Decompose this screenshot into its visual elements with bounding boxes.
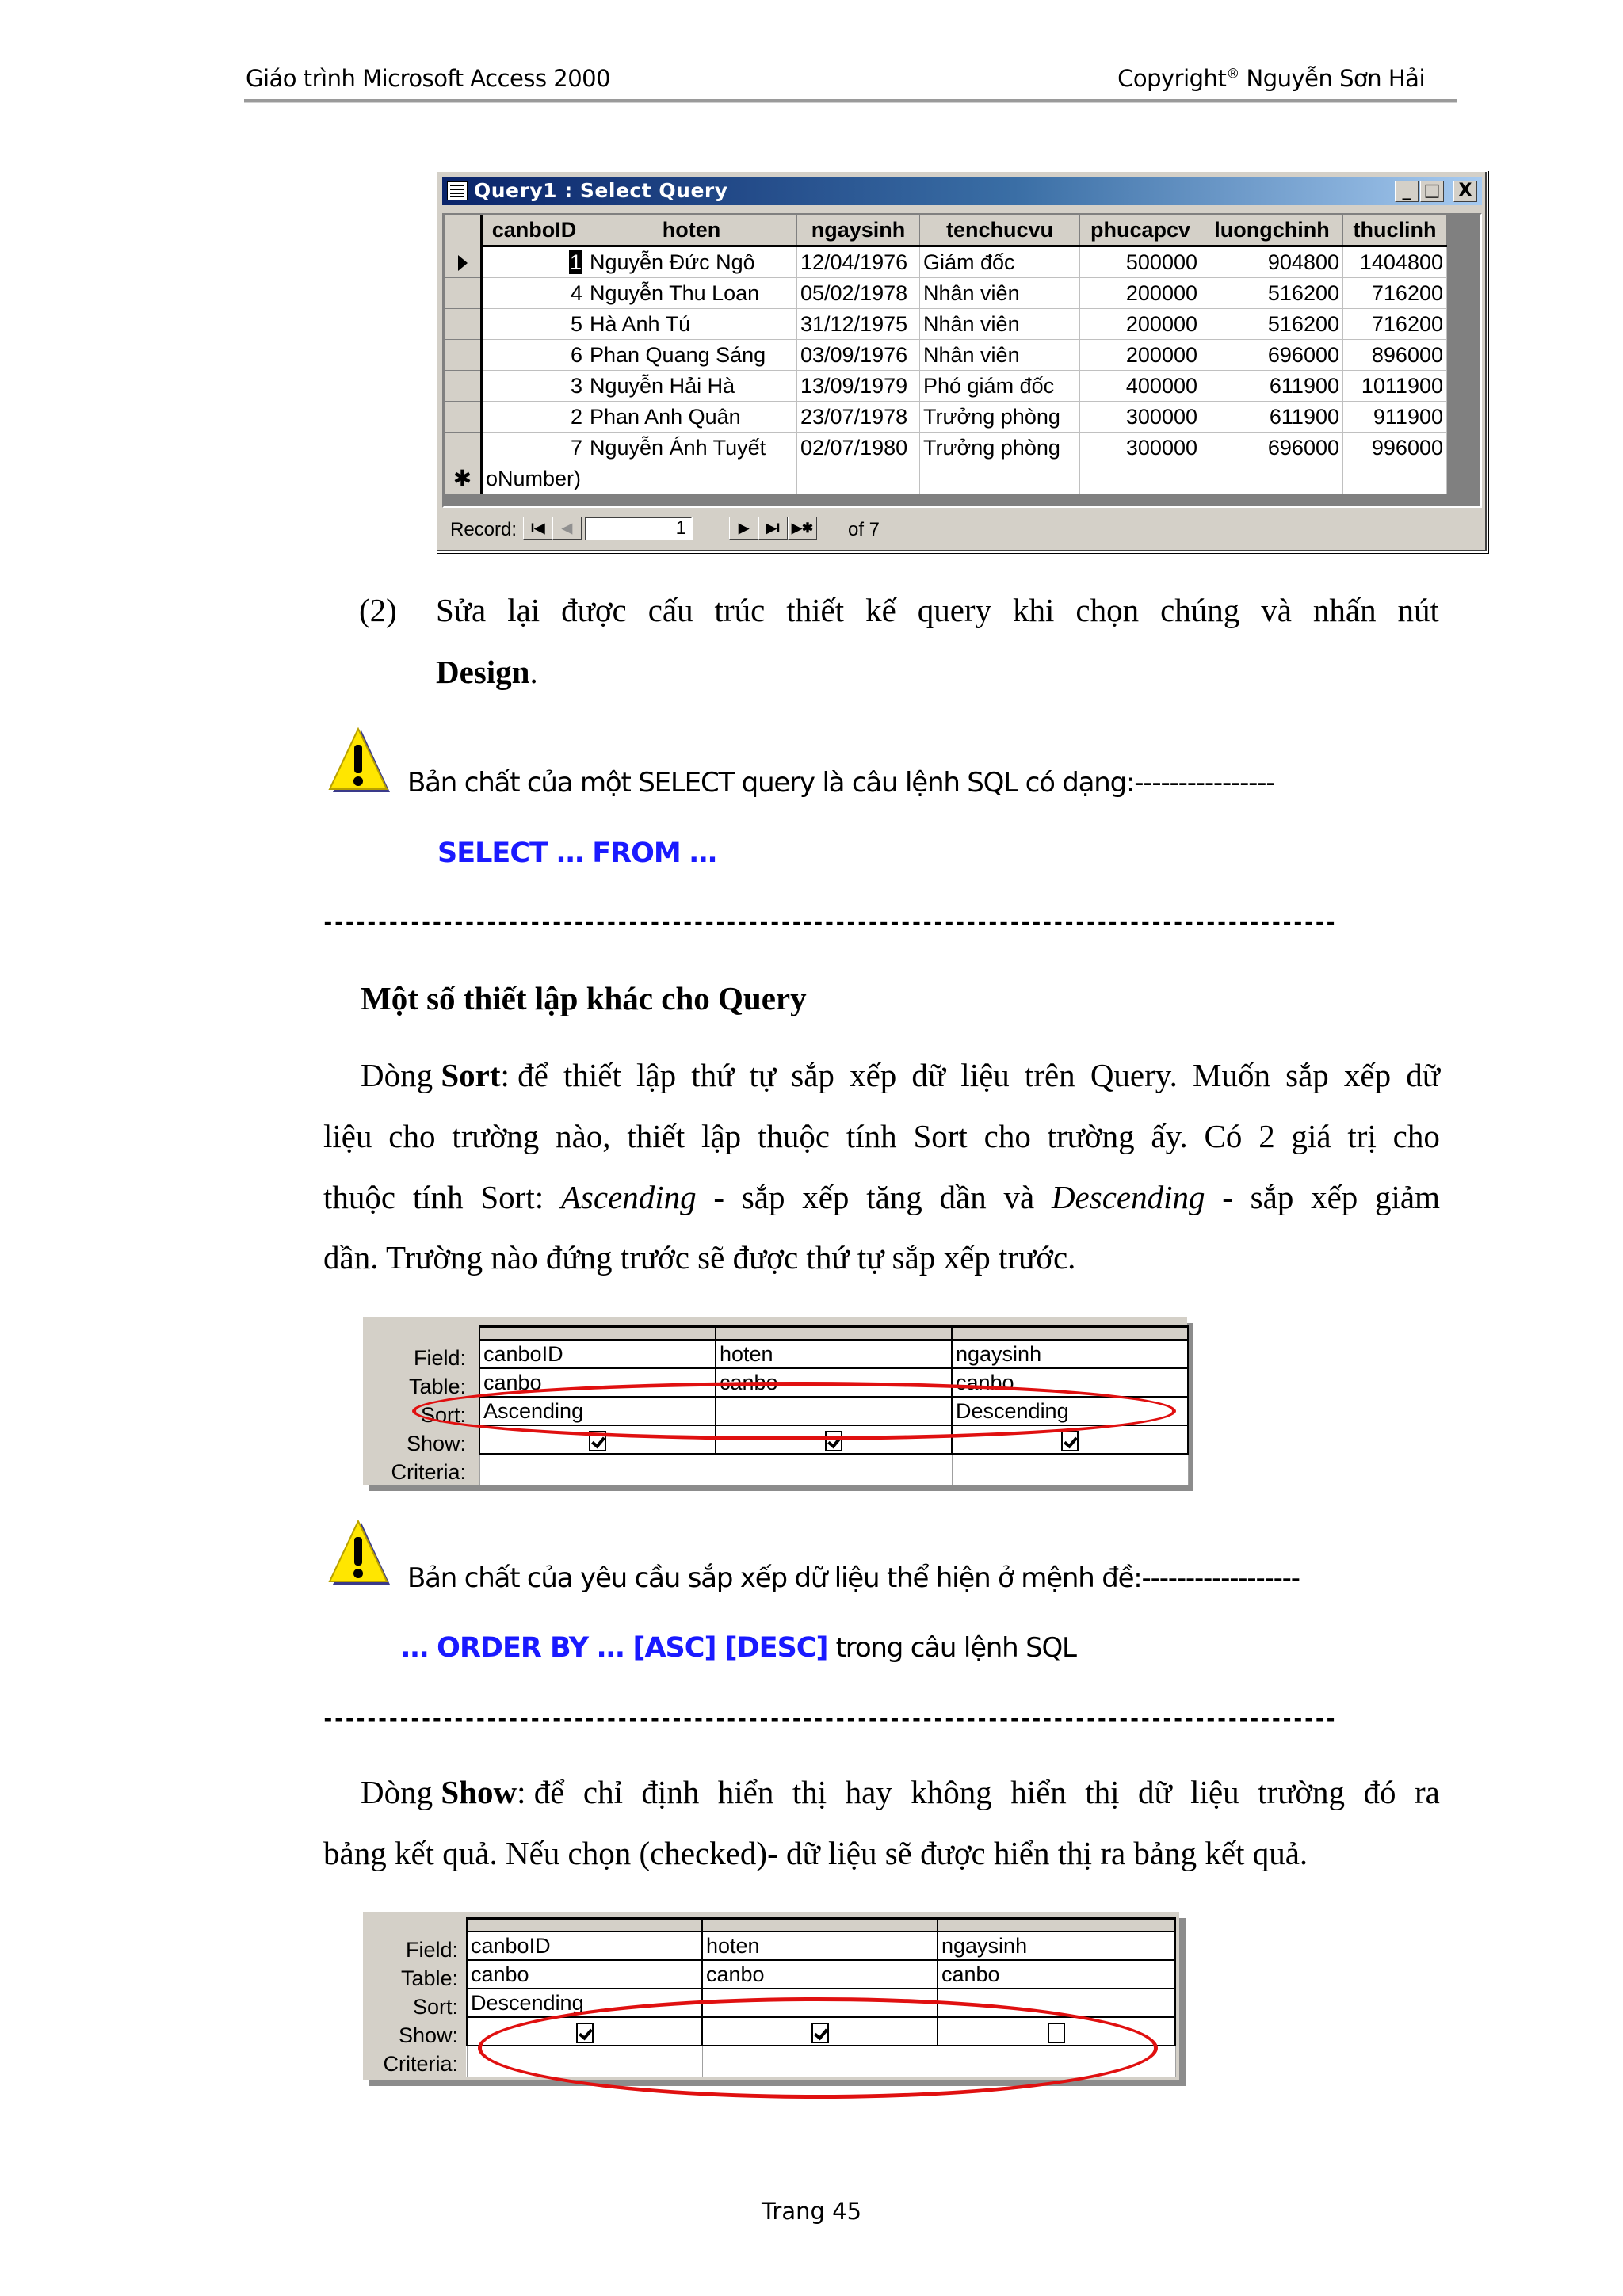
cell-luongchinh[interactable]: 516200 bbox=[1201, 309, 1343, 340]
column-header-hoten[interactable]: hoten bbox=[586, 215, 797, 246]
text-run bbox=[361, 1056, 548, 1094]
word: kế bbox=[865, 592, 896, 628]
word: thuộc bbox=[757, 1118, 831, 1154]
row-labels bbox=[363, 1936, 466, 2078]
word: 2 bbox=[1258, 1118, 1275, 1154]
column-selector-row bbox=[479, 1326, 1188, 1340]
word: thứ bbox=[691, 1057, 735, 1093]
cell-luongchinh[interactable]: 904800 bbox=[1201, 246, 1343, 278]
cell-thuclinh[interactable]: 716200 bbox=[1343, 309, 1447, 340]
word: sắp bbox=[1285, 1057, 1329, 1093]
cell-phucapcv[interactable]: 300000 bbox=[1080, 433, 1201, 463]
table-row[interactable] bbox=[445, 309, 1447, 340]
sort-cell[interactable]: Ascending bbox=[479, 1397, 716, 1425]
cell-ngaysinh-new[interactable] bbox=[797, 463, 920, 494]
text-run: - sắp xếp giảm bbox=[1205, 1179, 1440, 1215]
sort-cell[interactable] bbox=[938, 1989, 1175, 2017]
sort-para-line3 bbox=[323, 1178, 1440, 1216]
show-checkbox[interactable] bbox=[576, 2023, 594, 2043]
row-selector[interactable] bbox=[445, 402, 482, 433]
sort-para-line1 bbox=[361, 1056, 1440, 1094]
column-selector[interactable] bbox=[938, 1918, 1175, 1932]
row-selector[interactable] bbox=[445, 309, 482, 340]
column-header-tenchucvu[interactable]: tenchucvu bbox=[920, 215, 1080, 246]
cell-phucapcv[interactable]: 300000 bbox=[1080, 402, 1201, 433]
word: : để bbox=[517, 1774, 565, 1810]
cell-phucapcv[interactable]: 200000 bbox=[1080, 278, 1201, 309]
word: query bbox=[917, 592, 992, 628]
new-record-button[interactable]: ▶✱ bbox=[788, 517, 817, 540]
step2-line1 bbox=[436, 591, 1439, 629]
word: đó bbox=[1363, 1774, 1396, 1810]
word: nào, bbox=[556, 1118, 611, 1154]
cell-hoten[interactable]: Nguyễn Thu Loan bbox=[586, 278, 797, 309]
criteria-cell[interactable] bbox=[716, 1454, 952, 1485]
cell-phucapcv[interactable]: 200000 bbox=[1080, 309, 1201, 340]
table-cell[interactable]: canbo bbox=[467, 1960, 702, 1989]
column-selector-row bbox=[467, 1918, 1175, 1932]
column-header-phucapcv[interactable]: phucapcv bbox=[1080, 215, 1201, 246]
cell-luongchinh[interactable]: 516200 bbox=[1201, 278, 1343, 309]
word: dữ bbox=[1137, 1774, 1172, 1810]
sort-keyword: Sort bbox=[441, 1057, 501, 1093]
word: trên bbox=[1024, 1057, 1075, 1093]
cell-luongchinh-new[interactable] bbox=[1201, 463, 1343, 494]
section-heading: Một số thiết lập khác cho Query bbox=[361, 980, 807, 1016]
text-run bbox=[361, 1773, 564, 1811]
header-copyright bbox=[1117, 65, 1425, 92]
record-count: of 7 bbox=[848, 519, 880, 540]
cell-tenchucvu-new[interactable] bbox=[920, 463, 1080, 494]
sort-para-line4: dần. Trường nào đứng trước sẽ được thứ tự sắp xếp trước. bbox=[323, 1239, 1076, 1276]
word: liệu bbox=[960, 1057, 1010, 1093]
row-selector[interactable] bbox=[445, 371, 482, 402]
word: sắp bbox=[791, 1057, 834, 1093]
datasheet-grid bbox=[442, 213, 1482, 508]
note2-code-line bbox=[401, 1632, 1076, 1664]
row-labels bbox=[363, 1344, 474, 1486]
word: Muốn bbox=[1193, 1057, 1270, 1093]
cell-phucapcv[interactable]: 200000 bbox=[1080, 340, 1201, 371]
field-cell[interactable]: hoten bbox=[716, 1340, 952, 1368]
word: thiết bbox=[563, 1057, 621, 1093]
column-header-thuclinh[interactable]: thuclinh bbox=[1343, 215, 1447, 246]
word: giá bbox=[1291, 1118, 1331, 1154]
text-run: - sắp xếp tăng dần và bbox=[696, 1179, 1052, 1215]
cell-tenchucvu[interactable]: Trưởng phòng bbox=[920, 402, 1080, 433]
table-cell[interactable]: canbo bbox=[938, 1960, 1175, 1989]
label-sort: Sort: bbox=[412, 1995, 458, 2019]
sort-row bbox=[479, 1397, 1188, 1425]
cell-canboID[interactable]: 5 bbox=[482, 309, 586, 340]
criteria-cell[interactable] bbox=[702, 2046, 938, 2077]
table-cell[interactable]: canbo bbox=[952, 1368, 1188, 1397]
note1-separator: --------------------------------------------------------------------------------------------- bbox=[322, 911, 1336, 935]
cell-luongchinh[interactable]: 611900 bbox=[1201, 402, 1343, 433]
table-row[interactable] bbox=[445, 371, 1447, 402]
record-label: Record: bbox=[450, 519, 517, 540]
show-checkbox[interactable] bbox=[1061, 1431, 1079, 1451]
column-header-ngaysinh[interactable]: ngaysinh bbox=[797, 215, 920, 246]
field-row bbox=[479, 1340, 1188, 1368]
label-criteria: Criteria: bbox=[383, 2052, 458, 2076]
word: cho bbox=[388, 1118, 436, 1154]
word: cho bbox=[983, 1118, 1031, 1154]
word: hiển bbox=[1010, 1774, 1067, 1810]
cell-thuclinh-new[interactable] bbox=[1343, 463, 1447, 494]
text-run: Dòng bbox=[361, 1774, 441, 1810]
show-cell bbox=[479, 1425, 716, 1454]
cell-thuclinh[interactable]: 896000 bbox=[1343, 340, 1447, 371]
warning-icon bbox=[327, 727, 391, 799]
next-record-button[interactable]: ▶ bbox=[729, 517, 758, 540]
cell-canboID[interactable] bbox=[482, 246, 586, 278]
criteria-cell[interactable] bbox=[938, 2046, 1175, 2077]
show-cell bbox=[716, 1425, 952, 1454]
minimize-button[interactable]: _ bbox=[1395, 181, 1419, 202]
cell-ngaysinh[interactable]: 31/12/1975 bbox=[797, 309, 920, 340]
new-record-icon: ✱ bbox=[453, 465, 472, 490]
field-row bbox=[467, 1932, 1175, 1960]
word: : để bbox=[500, 1057, 548, 1093]
word: hay bbox=[845, 1774, 892, 1810]
step2-line2 bbox=[436, 653, 538, 691]
note2-sql-code: … ORDER BY … [ASC] [DESC] bbox=[401, 1632, 828, 1664]
window-title: Query1 : Select Query bbox=[474, 179, 728, 202]
step-number: (2) bbox=[359, 592, 397, 628]
column-header-row bbox=[445, 215, 1447, 246]
word: được bbox=[561, 592, 627, 628]
text-run: Dòng bbox=[361, 1057, 441, 1093]
label-field: Field: bbox=[405, 1938, 458, 1962]
close-button[interactable]: X bbox=[1453, 181, 1477, 202]
cell-canboID[interactable]: 3 bbox=[482, 371, 586, 402]
sort-cell[interactable] bbox=[716, 1397, 952, 1425]
criteria-row bbox=[467, 2046, 1175, 2077]
word: nút bbox=[1397, 592, 1439, 628]
word: chỉ bbox=[582, 1774, 623, 1810]
cell-thuclinh[interactable]: 716200 bbox=[1343, 278, 1447, 309]
text-run: thuộc tính Sort: bbox=[323, 1179, 561, 1215]
cell-thuclinh[interactable]: 911900 bbox=[1343, 402, 1447, 433]
criteria-row bbox=[479, 1454, 1188, 1485]
sort-cell[interactable] bbox=[702, 1989, 938, 2017]
ascending-term: Ascending bbox=[560, 1179, 697, 1215]
first-record-button[interactable]: I◀ bbox=[523, 517, 552, 540]
word: tính bbox=[846, 1118, 897, 1154]
datasheet-table bbox=[444, 215, 1447, 494]
word: thiết bbox=[627, 1118, 685, 1154]
label-field: Field: bbox=[413, 1346, 466, 1370]
registered-mark: ® bbox=[1226, 66, 1239, 82]
note1-sql-code: SELECT … FROM … bbox=[437, 837, 716, 869]
cell-tenchucvu[interactable]: Nhân viên bbox=[920, 309, 1080, 340]
new-record-row[interactable] bbox=[445, 463, 1447, 494]
word: Query. bbox=[1090, 1057, 1178, 1093]
header-title: Giáo trình Microsoft Access 2000 bbox=[246, 65, 611, 92]
cell-hoten[interactable]: Nguyễn Ánh Tuyết bbox=[586, 433, 797, 463]
table-row bbox=[479, 1368, 1188, 1397]
cell-hoten-new[interactable] bbox=[586, 463, 797, 494]
cell-thuclinh[interactable]: 1404800 bbox=[1343, 246, 1447, 278]
table-row[interactable] bbox=[445, 340, 1447, 371]
table-row[interactable] bbox=[445, 433, 1447, 463]
cell-hoten[interactable]: Nguyễn Hải Hà bbox=[586, 371, 797, 402]
cell-canboID-value: 1 bbox=[569, 250, 582, 274]
word: liệu bbox=[323, 1118, 372, 1154]
word: dữ bbox=[911, 1057, 946, 1093]
copyright-label: Copyright bbox=[1117, 65, 1227, 92]
column-selector[interactable] bbox=[716, 1326, 952, 1340]
show-cell bbox=[467, 2017, 702, 2046]
word: chọn bbox=[1075, 592, 1140, 628]
table-cell[interactable]: canbo bbox=[702, 1960, 938, 1989]
design-keyword: Design bbox=[436, 654, 530, 690]
field-cell[interactable]: canboID bbox=[467, 1932, 702, 1960]
column-header-canboID[interactable]: canboID bbox=[482, 215, 586, 246]
criteria-cell[interactable] bbox=[952, 1454, 1188, 1485]
word: Sort bbox=[913, 1118, 968, 1154]
cell-hoten[interactable]: Hà Anh Tú bbox=[586, 309, 797, 340]
show-checkbox[interactable] bbox=[812, 2023, 829, 2043]
note1-text: Bản chất của một SELECT query là câu lệnh SQL có dạng:---------------- bbox=[407, 767, 1275, 799]
sort-para-line2 bbox=[323, 1117, 1440, 1155]
record-navigator bbox=[444, 514, 1474, 543]
period: . bbox=[529, 654, 538, 690]
show-keyword: Show bbox=[441, 1774, 517, 1810]
author-name: Nguyễn Sơn Hải bbox=[1239, 65, 1425, 92]
design-grid-sort bbox=[363, 1317, 1187, 1485]
cell-canboID[interactable]: 7 bbox=[482, 433, 586, 463]
previous-record-button[interactable]: ◀ bbox=[552, 517, 582, 540]
cell-tenchucvu[interactable]: Phó giám đốc bbox=[920, 371, 1080, 402]
word: trường bbox=[1258, 1774, 1346, 1810]
word: xếp bbox=[1343, 1057, 1392, 1093]
table-row[interactable] bbox=[445, 402, 1447, 433]
sort-cell[interactable]: Descending bbox=[467, 1989, 702, 2017]
word: lập bbox=[636, 1057, 677, 1093]
cell-hoten[interactable]: Nguyễn Đức Ngô bbox=[586, 246, 797, 278]
label-show: Show: bbox=[398, 2023, 458, 2047]
word: hiển bbox=[717, 1774, 774, 1810]
word: cấu bbox=[647, 592, 693, 628]
table-row bbox=[467, 1960, 1175, 1989]
sort-cell[interactable]: Descending bbox=[952, 1397, 1188, 1425]
cell-phucapcv-new[interactable] bbox=[1080, 463, 1201, 494]
word: trường bbox=[452, 1118, 540, 1154]
row-selector[interactable] bbox=[445, 340, 482, 371]
query-window bbox=[436, 170, 1488, 553]
cell-thuclinh[interactable]: 1011900 bbox=[1343, 371, 1447, 402]
table-cell[interactable]: canbo bbox=[716, 1368, 952, 1397]
cell-ngaysinh[interactable]: 02/07/1980 bbox=[797, 433, 920, 463]
select-all-corner[interactable] bbox=[445, 215, 482, 246]
word: Sửa bbox=[436, 592, 487, 628]
criteria-cell[interactable] bbox=[479, 1454, 716, 1485]
show-checkbox-unchecked[interactable] bbox=[1048, 2023, 1065, 2043]
cell-hoten[interactable]: Phan Anh Quân bbox=[586, 402, 797, 433]
cell-ngaysinh[interactable]: 13/09/1979 bbox=[797, 371, 920, 402]
word: nhấn bbox=[1312, 592, 1377, 628]
word: Có bbox=[1204, 1118, 1243, 1154]
cell-tenchucvu[interactable]: Nhân viên bbox=[920, 278, 1080, 309]
column-selector[interactable] bbox=[952, 1326, 1188, 1340]
field-cell[interactable]: canboID bbox=[479, 1340, 716, 1368]
word: thị bbox=[792, 1774, 827, 1810]
word: dữ bbox=[1406, 1057, 1440, 1093]
label-sort: Sort: bbox=[420, 1403, 466, 1427]
show-para-line1 bbox=[361, 1773, 1440, 1811]
design-grid-show bbox=[363, 1912, 1179, 2080]
field-cell[interactable]: hoten bbox=[702, 1932, 938, 1960]
descending-term: Descending bbox=[1051, 1179, 1205, 1215]
warning-icon bbox=[327, 1520, 391, 1591]
cell-luongchinh[interactable]: 696000 bbox=[1201, 340, 1343, 371]
word: trị bbox=[1347, 1118, 1377, 1154]
maximize-button[interactable]: □ bbox=[1420, 181, 1444, 202]
word: trường bbox=[1047, 1118, 1135, 1154]
cell-canboID[interactable]: 2 bbox=[482, 402, 586, 433]
word: chúng bbox=[1160, 592, 1240, 628]
show-row bbox=[479, 1425, 1188, 1454]
cell-phucapcv[interactable]: 500000 bbox=[1080, 246, 1201, 278]
show-row bbox=[467, 2017, 1175, 2046]
word: định bbox=[641, 1774, 700, 1810]
show-checkbox[interactable] bbox=[825, 1431, 842, 1451]
current-record-icon bbox=[458, 255, 468, 271]
last-record-button[interactable]: ▶I bbox=[758, 517, 788, 540]
field-cell[interactable]: ngaysinh bbox=[938, 1932, 1175, 1960]
row-selector[interactable] bbox=[445, 278, 482, 309]
row-selector-new[interactable] bbox=[445, 463, 482, 494]
show-cell bbox=[952, 1425, 1188, 1454]
cell-tenchucvu[interactable]: Nhân viên bbox=[920, 340, 1080, 371]
cell-thuclinh[interactable]: 996000 bbox=[1343, 433, 1447, 463]
word: ra bbox=[1414, 1774, 1440, 1810]
word: trúc bbox=[714, 592, 766, 628]
field-cell[interactable]: ngaysinh bbox=[952, 1340, 1188, 1368]
show-checkbox[interactable] bbox=[589, 1431, 606, 1451]
table-cell[interactable]: canbo bbox=[479, 1368, 716, 1397]
cell-luongchinh[interactable]: 611900 bbox=[1201, 371, 1343, 402]
row-selector-current[interactable] bbox=[445, 246, 482, 278]
word: liệu bbox=[1190, 1774, 1239, 1810]
header-rule bbox=[244, 99, 1457, 103]
word: khi bbox=[1013, 592, 1055, 628]
cell-tenchucvu[interactable]: Giám đốc bbox=[920, 246, 1080, 278]
column-selector[interactable] bbox=[467, 1918, 702, 1932]
cell-canboID[interactable]: 4 bbox=[482, 278, 586, 309]
page-number: Trang 45 bbox=[761, 2198, 862, 2225]
window-title-bar[interactable] bbox=[442, 177, 1482, 205]
cell-ngaysinh[interactable]: 23/07/1978 bbox=[797, 402, 920, 433]
show-para-line2: bảng kết quả. Nếu chọn (checked)- dữ liệu sẽ được hiển thị ra bảng kết quả. bbox=[323, 1835, 1308, 1871]
show-cell bbox=[938, 2017, 1175, 2046]
word: lại bbox=[507, 592, 540, 628]
cell-ngaysinh[interactable]: 03/09/1976 bbox=[797, 340, 920, 371]
word: thị bbox=[1085, 1774, 1120, 1810]
row-selector[interactable] bbox=[445, 433, 482, 463]
column-header-luongchinh[interactable]: luongchinh bbox=[1201, 215, 1343, 246]
show-cell bbox=[702, 2017, 938, 2046]
word: xếp bbox=[850, 1057, 897, 1093]
word: tự bbox=[749, 1057, 777, 1093]
note2-code-tail: trong câu lệnh SQL bbox=[835, 1632, 1076, 1664]
word: ấy. bbox=[1151, 1118, 1188, 1154]
note2-separator: --------------------------------------------------------------------------------------------- bbox=[322, 1707, 1336, 1731]
word: thiết bbox=[786, 592, 845, 628]
table-row[interactable] bbox=[445, 246, 1447, 278]
label-table: Table: bbox=[408, 1375, 466, 1398]
sort-row bbox=[467, 1989, 1175, 2017]
record-number-input[interactable]: 1 bbox=[585, 517, 693, 540]
word: lập bbox=[701, 1118, 742, 1154]
cell-canboID[interactable]: 6 bbox=[482, 340, 586, 371]
cell-tenchucvu[interactable]: Trưởng phòng bbox=[920, 433, 1080, 463]
table-row[interactable] bbox=[445, 278, 1447, 309]
word: không bbox=[911, 1774, 992, 1810]
label-show: Show: bbox=[406, 1432, 466, 1455]
label-table: Table: bbox=[400, 1966, 458, 1990]
column-selector[interactable] bbox=[479, 1326, 716, 1340]
word: và bbox=[1261, 592, 1292, 628]
cell-ngaysinh[interactable]: 05/02/1978 bbox=[797, 278, 920, 309]
design-grid-table bbox=[479, 1325, 1189, 1485]
column-selector[interactable] bbox=[702, 1918, 938, 1932]
cell-canboID-new[interactable]: oNumber) bbox=[482, 463, 586, 494]
cell-luongchinh[interactable]: 696000 bbox=[1201, 433, 1343, 463]
word: cho bbox=[1392, 1118, 1440, 1154]
cell-phucapcv[interactable]: 400000 bbox=[1080, 371, 1201, 402]
cell-hoten[interactable]: Phan Quang Sáng bbox=[586, 340, 797, 371]
design-grid-table bbox=[466, 1917, 1176, 2077]
cell-ngaysinh[interactable]: 12/04/1976 bbox=[797, 246, 920, 278]
note2-text: Bản chất của yêu cầu sắp xếp dữ liệu thể hiện ở mệnh đề:------------------ bbox=[407, 1562, 1300, 1594]
criteria-cell[interactable] bbox=[467, 2046, 702, 2077]
label-criteria: Criteria: bbox=[391, 1460, 466, 1484]
query-icon bbox=[447, 181, 468, 200]
